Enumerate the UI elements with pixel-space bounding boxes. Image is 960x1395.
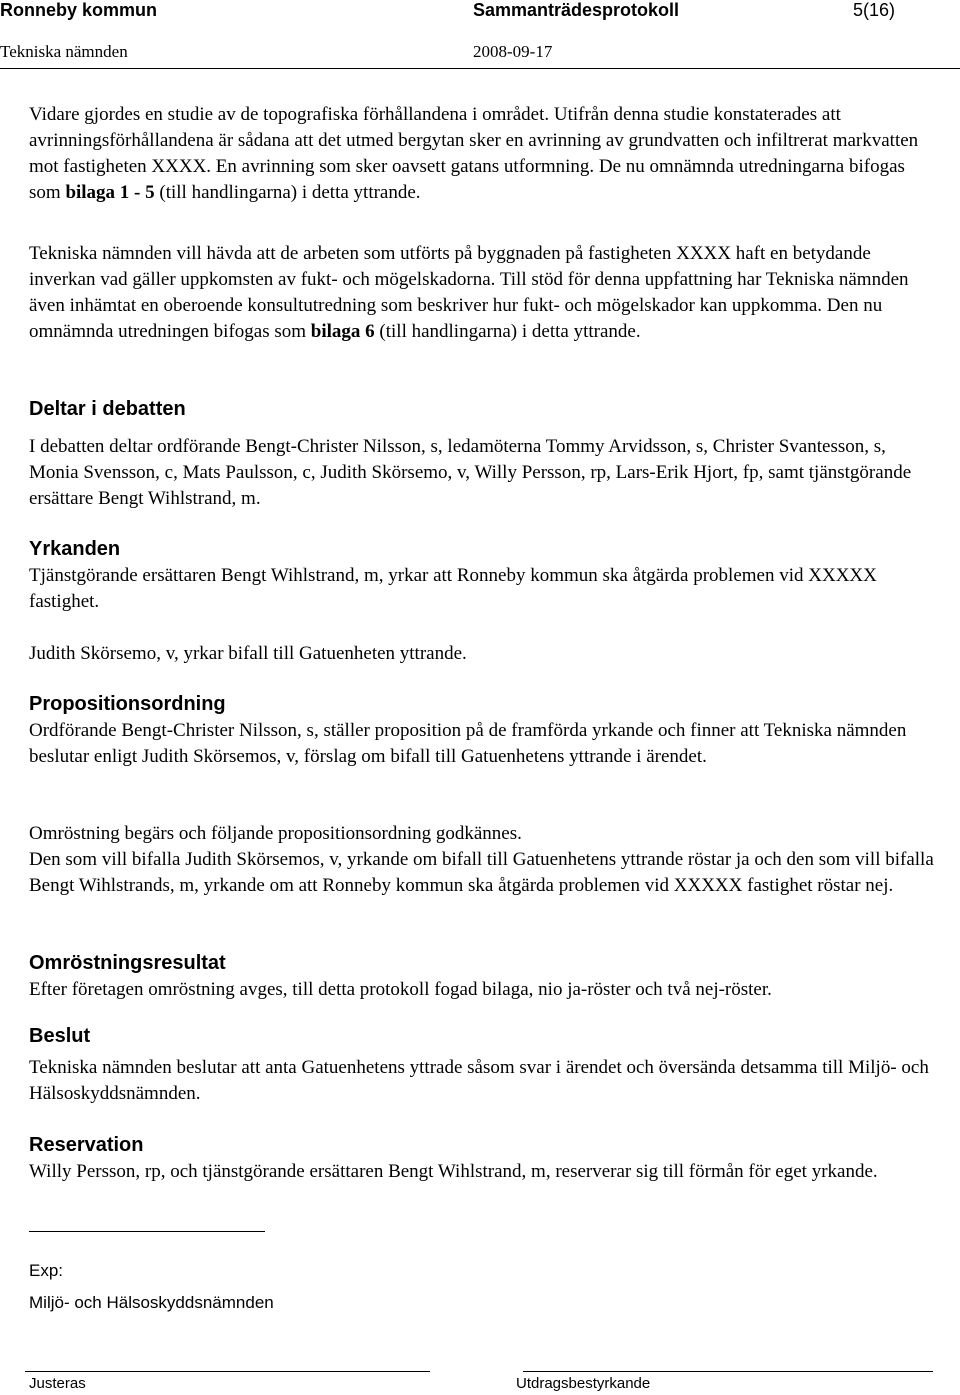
section-heading-reservation: Reservation bbox=[29, 1134, 144, 1156]
footer-rule-left bbox=[25, 1371, 430, 1372]
reservation-text: Willy Persson, rp, och tjänstgörande ersättaren Bengt Wihlstrand, m, reserverar sig till förmån för eget yrkande. bbox=[29, 1161, 878, 1182]
meeting-date: 2008-09-17 bbox=[473, 42, 553, 61]
municipality-name: Ronneby kommun bbox=[0, 0, 158, 20]
section-heading-debate: Deltar i debatten bbox=[29, 398, 186, 420]
vote-order-intro: Omröstning begärs och följande propositionsordning godkännes. bbox=[29, 823, 522, 844]
section-heading-proposition: Propositionsordning bbox=[29, 693, 226, 715]
intro-paragraph-1-tail: (till handlingarna) i detta yttrande. bbox=[154, 182, 421, 203]
attachment-ref-1-5: bilaga 1 - 5 bbox=[65, 182, 155, 203]
footer-utdragsbestyrkande: Utdragsbestyrkande bbox=[516, 1375, 651, 1392]
intro-paragraph-1 bbox=[29, 102, 934, 206]
signature-line bbox=[29, 1231, 265, 1232]
intro-paragraph-1-text: Vidare gjordes en studie av de topografiska förhållandena i området. Utifrån denna studie konstaterades att avrinningsförhållandena är sådana att det utmed bergytan sker en avrinning av grundvatten och infiltrerat markvatten mot fastigheten XXXX. En avrinning som sker oavsett gatans utformning. De nu omnämnda utredningarna bifogas som bbox=[29, 104, 919, 203]
vote-order-text: Den som vill bifalla Judith Skörsemos, v, yrkande om bifall till Gatuenhetens yttrande röstar ja och den som vill bifalla Bengt Wihlstrands, m, yrkande om att Ronneby kommun ska åtgärda problemen vid XXXXX fastighet röstar nej. bbox=[29, 849, 934, 896]
board-name: Tekniska nämnden bbox=[0, 42, 128, 61]
intro-paragraph-2-tail: (till handlingarna) i detta yttrande. bbox=[374, 321, 641, 342]
decision-text: Tekniska nämnden beslutar att anta Gatuenhetens yttrade såsom svar i ärendet och översända detsamma till Miljö- och Hälsoskyddsnämnden. bbox=[29, 1057, 929, 1104]
distribution-recipient: Miljö- och Hälsoskyddsnämnden bbox=[29, 1293, 274, 1312]
header-divider bbox=[0, 68, 960, 69]
section-heading-motions: Yrkanden bbox=[29, 538, 121, 560]
attachment-ref-6: bilaga 6 bbox=[310, 321, 375, 342]
footer-justeras: Justeras bbox=[29, 1375, 86, 1392]
motion-1: Tjänstgörande ersättaren Bengt Wihlstrand, m, yrkar att Ronneby kommun ska åtgärda problemen vid XXXXX fastighet. bbox=[29, 565, 877, 612]
section-heading-decision: Beslut bbox=[29, 1025, 91, 1047]
intro-paragraph-2 bbox=[29, 241, 934, 345]
document-type: Sammanträdesprotokoll bbox=[473, 0, 680, 20]
debate-participants: I debatten deltar ordförande Bengt-Christer Nilsson, s, ledamöterna Tommy Arvidsson, s, Christer Svantesson, s, Monia Svensson, c, Mats Paulsson, c, Judith Skörsemo, v, Willy Persson, rp, Lars-Erik Hjort, fp, samt tjänstgörande ersättare Bengt Wihlstrand, m. bbox=[29, 436, 912, 509]
page-header bbox=[0, 0, 960, 22]
footer-rule-right bbox=[523, 1371, 933, 1372]
distribution-label: Exp: bbox=[29, 1261, 64, 1280]
motion-2: Judith Skörsemo, v, yrkar bifall till Gatuenheten yttrande. bbox=[29, 643, 467, 664]
intro-paragraph-2-text: Tekniska nämnden vill hävda att de arbeten som utförts på byggnaden på fastigheten XXXX haft en betydande inverkan vad gäller uppkomsten av fukt- och mögelskadorna. Till stöd för denna uppfattning har Tekniska nämnden även inhämtat en oberoende konsultutredning som beskriver hur fukt- och mögelskador kan uppkomma. Den nu omnämnda utredningen bifogas som bbox=[29, 243, 909, 342]
proposition-text: Ordförande Bengt-Christer Nilsson, s, ställer proposition på de framförda yrkande och finner att Tekniska nämnden beslutar enligt Judith Skörsemos, v, förslag om bifall till Gatuenhetens yttrande i ärendet. bbox=[29, 720, 907, 767]
page-subheader bbox=[0, 42, 960, 62]
page-number: 5(16) bbox=[853, 0, 896, 20]
vote-result-text: Efter företagen omröstning avges, till detta protokoll fogad bilaga, nio ja-röster och två nej-röster. bbox=[29, 979, 772, 1000]
section-heading-vote-result: Omröstningsresultat bbox=[29, 952, 226, 974]
